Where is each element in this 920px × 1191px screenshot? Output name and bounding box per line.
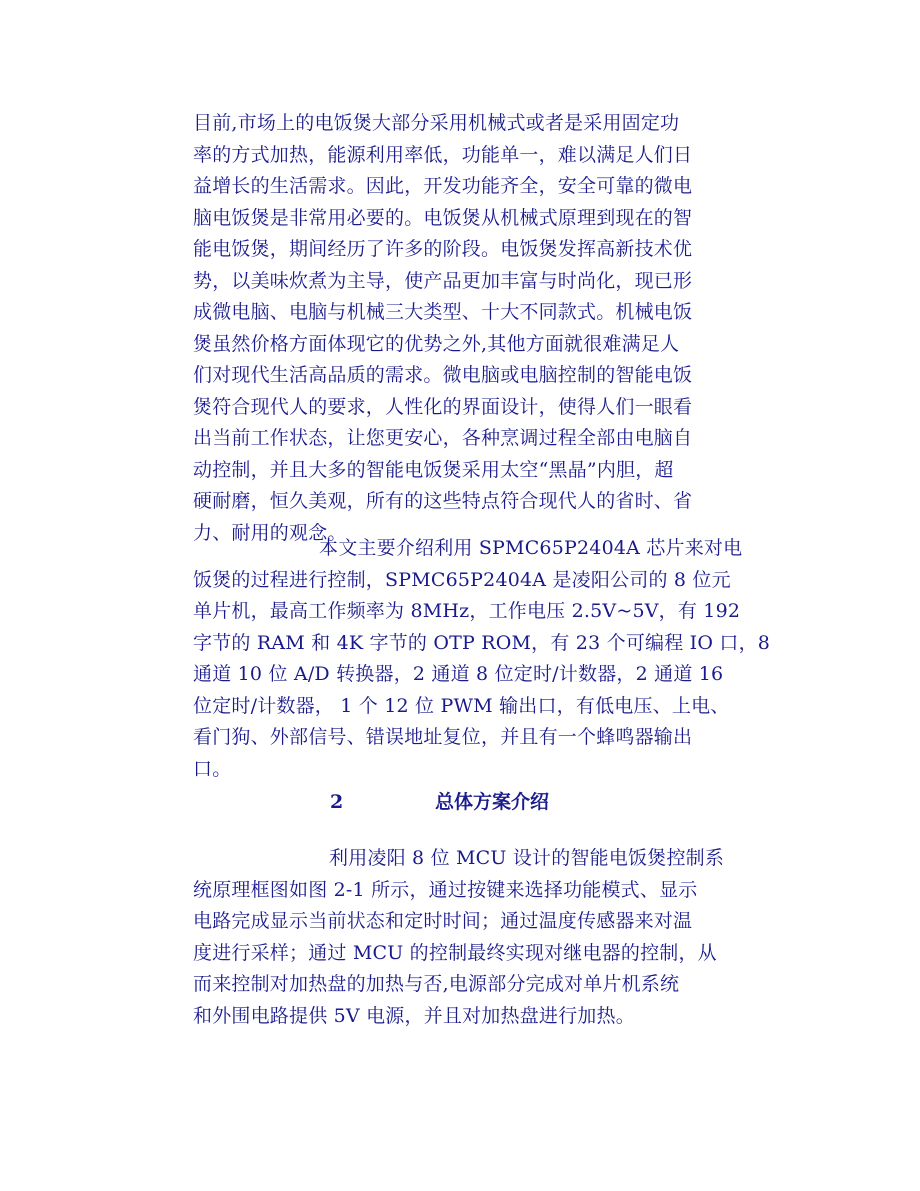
text-line: 统原理框图如图 2-1 所示，通过按键来选择功能模式、显示 <box>193 878 698 901</box>
text-line: 电路完成显示当前状态和定时时间；通过温度传感器来对温 <box>193 910 693 932</box>
text-line: 率的方式加热，能源利用率低，功能单一，难以满足人们日 <box>193 143 693 166</box>
text-line: 出当前工作状态，让您更安心，各种烹调过程全部由电脑自 <box>193 427 693 449</box>
text-line: 目前,市场上的电饭煲大部分采用机械式或者是采用固定功 <box>193 112 680 134</box>
text-line: 看门狗、外部信号、错误地址复位，并且有一个蜂鸣器输出 <box>193 726 693 748</box>
text-line: 煲虽然价格方面体现它的优势之外,其他方面就很难满足人 <box>193 332 680 355</box>
text-line: 字节的 RAM 和 4K 字节的 OTP ROM，有 23 个可编程 IO 口，8 <box>193 631 771 654</box>
text-line: 通道 10 位 A/D 转换器，2 通道 8 位定时/计数器，2 通道 16 <box>193 663 724 685</box>
paragraph-chip-description <box>193 533 771 785</box>
text-line: 饭煲的过程进行控制，SPMC65P2404A 是凌阳公司的 8 位元 <box>193 568 731 591</box>
paragraph-system-overview <box>193 843 733 1032</box>
text-line: 位定时/计数器， 1 个 12 位 PWM 输出口，有低电压、上电、 <box>193 694 730 717</box>
section-heading <box>193 786 733 818</box>
text-line: 硬耐磨，恒久美观，所有的这些特点符合现代人的省时、省 <box>193 490 693 512</box>
text-line: 成微电脑、电脑与机械三大类型、十大不同款式。机械电饭 <box>193 301 693 323</box>
text-line: 脑电饭煲是非常用必要的。电饭煲从机械式原理到现在的智 <box>193 206 693 229</box>
text-line: 单片机，最高工作频率为 8MHz，工作电压 2.5V~5V，有 192 <box>193 600 741 622</box>
text-line: 益增长的生活需求。因此，开发功能齐全，安全可靠的微电 <box>193 175 693 197</box>
text-line: 力、耐用的观念。 <box>193 521 347 544</box>
text-line: 而来控制对加热盘的加热与否,电源部分完成对单片机系统 <box>193 973 680 995</box>
text-line: 能电饭煲，期间经历了许多的阶段。电饭煲发挥高新技术优 <box>193 238 693 260</box>
text-line: 本文主要介绍利用 SPMC65P2404A 芯片来对电 <box>319 537 743 559</box>
text-line: 煲符合现代人的要求，人性化的界面设计，使得人们一眼看 <box>193 395 693 418</box>
section-title: 总体方案介绍 <box>435 791 550 813</box>
text-line: 动控制，并且大多的智能电饭煲采用太空“黑晶”内胆，超 <box>193 458 674 481</box>
text-line: 势，以美味炊煮为主导，使产品更加丰富与时尚化，现已形 <box>193 269 693 292</box>
text-line: 利用凌阳 8 位 MCU 设计的智能电饭煲控制系 <box>329 847 725 869</box>
text-line: 度进行采样；通过 MCU 的控制最终实现对继电器的控制，从 <box>193 941 717 964</box>
section-number: 2 <box>330 791 344 813</box>
text-line: 和外围电路提供 5V 电源，并且对加热盘进行加热。 <box>193 1004 635 1027</box>
text-line: 们对现代生活高品质的需求。微电脑或电脑控制的智能电饭 <box>193 364 693 386</box>
paragraph-intro <box>193 108 733 549</box>
text-line: 口。 <box>193 757 232 780</box>
